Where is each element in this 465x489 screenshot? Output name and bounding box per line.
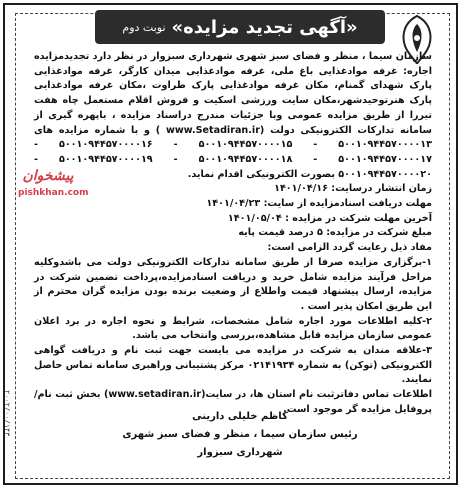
ad-body: [34, 50, 432, 418]
side-code: ۲۰۰۲/۰۰/۱۴۳: [3, 390, 11, 437]
ad-round: نوبت دوم: [122, 20, 166, 34]
rule-1: ۱-برگزاری مزایده صرفا از طریق سامانه تدارکات الکترونیکی دولت می باشدوکلیه مراحل فرآیند مزایده شامل خرید و دریافت اسنادمزایده،پرداخت تضمین شرکت در مزایده، ارسال پیشنهاد قیمت واطلاع از وضعیت برنده بودن مزایده گران محترم از این طریق امکان پذیر است .: [34, 256, 432, 312]
intro-paragraph: سازمان سیما ، منظر و فضای سبز شهری شهرداری سبزوار در نظر دارد تجدیدمزایده اجاره: غرفه موادغذایی باغ ملی، غرفه موادغذایی میدان کارگر، غرفه موادغذایی پارک شهدای گمنام، مکان غرفه موادغذایی پارک طراوت ،مکان غرفه موادغذایی پارک هنرتوحیدشهر،مکان سایت ورزشی اسکیت و فروش اقلام مستعمل چاه هفت تیررا از طریق مزایده عمومی وبا جزئیات مندرج دراسناد مزایده ، باپهره گیری از سامانه تدارکات الکترونیکی دولت (www.Setadiran.ir ) و با شماره مزایده های ۵۰۰۱۰۹۴۴۵۷۰۰۰۰۱۳ - ۵۰۰۱۰۹۴۴۵۷۰۰۰۰۱۵ - ۵۰۰۱۰۹۴۴۵۷۰۰۰۰۱۶ - ۵۰۰۱۰۹۴۴۵۷۰۰۰۰۱۷ - ۵۰۰۱۰۹۴۴۵۷۰۰۰۰۱۸ - ۵۰۰۱۰۹۴۴۵۷۰۰۰۰۱۹ - ۵۰۰۱۰۹۴۴۵۷۰۰۰۰۲۰ بصورت الکترونیکی اقدام نماید.: [34, 51, 432, 180]
rule-3: ۳-علاقه مندان به شرکت در مزایده می بایست جهت ثبت نام و دریافت گواهی الکترونیکی (توکن) به شماره ۰۲۱۴۱۹۳۴ مرکز پشتیبانی وراهبری سامانه تماس حاصل نمایند.: [34, 345, 432, 386]
rules-heading: مفاد ذیل رعایت گردد الزامی است:: [267, 242, 432, 254]
ad-title: «آگهی تجدید مزایده»: [171, 16, 358, 38]
ad-title-bar: [95, 10, 385, 44]
signature-block: [110, 408, 370, 462]
watermark-url: pishkhan.com: [18, 188, 89, 198]
contact-info: اطلاعات تماس دفاترثبت نام استان ها، در سایت(www.setadiran.ir) بخش ثبت نام/پروفایل مزایده گر موجود است.: [34, 389, 432, 415]
signatory-name: کاظم خلیلی دارینی: [192, 411, 288, 422]
publish-date: زمان انتشار درسایت: ۱۴۰۱/۰۴/۱۶: [274, 183, 432, 195]
deposit-amount: مبلغ شرکت در مزایده: ۵ درصد قیمت پایه: [238, 227, 432, 239]
doc-deadline: مهلت دریافت اسنادمزایده از سایت: ۱۴۰۱/۰۴/۲۳: [206, 198, 432, 210]
watermark-name: پیشخوان: [22, 168, 74, 184]
rule-2: ۲-کلیه اطلاعات مورد اجاره شامل مشخصات، شرایط و نحوه اجاره در برد اعلان عمومی سازمان مزایده قابل مشاهده،بررسی وانتخاب می باشد.: [34, 315, 432, 342]
signatory-position: رئیس سازمان سیما ، منظر و فضای سبز شهری شهرداری سبزوار: [122, 429, 358, 458]
submit-deadline: آخرین مهلت شرکت در مزایده : ۱۴۰۱/۰۵/۰۴: [227, 212, 432, 224]
